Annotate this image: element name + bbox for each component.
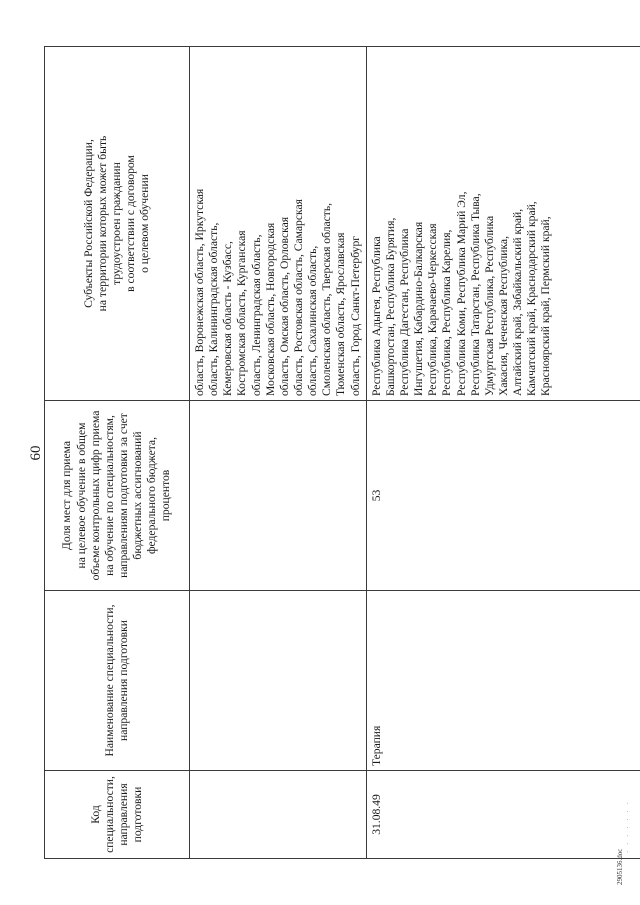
document-file-code: 2905136.doc [616, 848, 624, 885]
cell-code: 31.08.49 [366, 771, 640, 859]
header-code: Код специальности, направления подготовки [45, 771, 190, 859]
scan-dots: · · · · · · · [624, 800, 632, 853]
cell-code [190, 771, 367, 859]
table-row [366, 47, 640, 859]
cell-share [190, 401, 367, 591]
header-name: Наименование специальности, направления подготовки [45, 591, 190, 771]
table-header-row [45, 47, 190, 859]
cell-name: Терапия [366, 591, 640, 771]
cell-subjects: Республика Адыгея, Республика Башкортостан, Республика Бурятия, Республика Дагестан, Республика Ингушетия, Кабардино-Балкарская Республика, Карачаево-Черкесская Республика, Республика Карелия, Республика Коми, Республика Марий Эл, Республика Татарстан, Республика Тыва, Удмуртская Республика, Республика Хакасия, Чеченская Республика, Алтайский край, Забайкальский край, Камчатский край, Краснодарский край, Красноярский край, Пермский край, [366, 47, 640, 401]
cell-name [190, 591, 367, 771]
header-subjects: Субъекты Российской Федерации, на территории которых может быть трудоустроен гражданин в соответствии с договором о целевом обучении [45, 47, 190, 401]
cell-share: 53 [366, 401, 640, 591]
cell-subjects: область, Воронежская область, Иркутская область, Калининградская область, Кемеровская область - Кузбасс, Костромская область, Курганская область, Ленинградская область, Московская область, Новгородская область, Омская область, Орловская область, Ростовская область, Самарская область, Сахалинская область, Смоленская область, Тверская область, Тюменская область, Ярославская область, Город Санкт-Петербург [190, 47, 367, 401]
page-number: 60 [28, 445, 44, 461]
target-quota-table [44, 46, 640, 859]
table-row-continued [190, 47, 367, 859]
header-share: Доля мест для приема на целевое обучение в общем объеме контрольных цифр приема на обучение по специальностям, направлениям подготовки за счет бюджетных ассигнований федерального бюджета, процентов [45, 401, 190, 591]
